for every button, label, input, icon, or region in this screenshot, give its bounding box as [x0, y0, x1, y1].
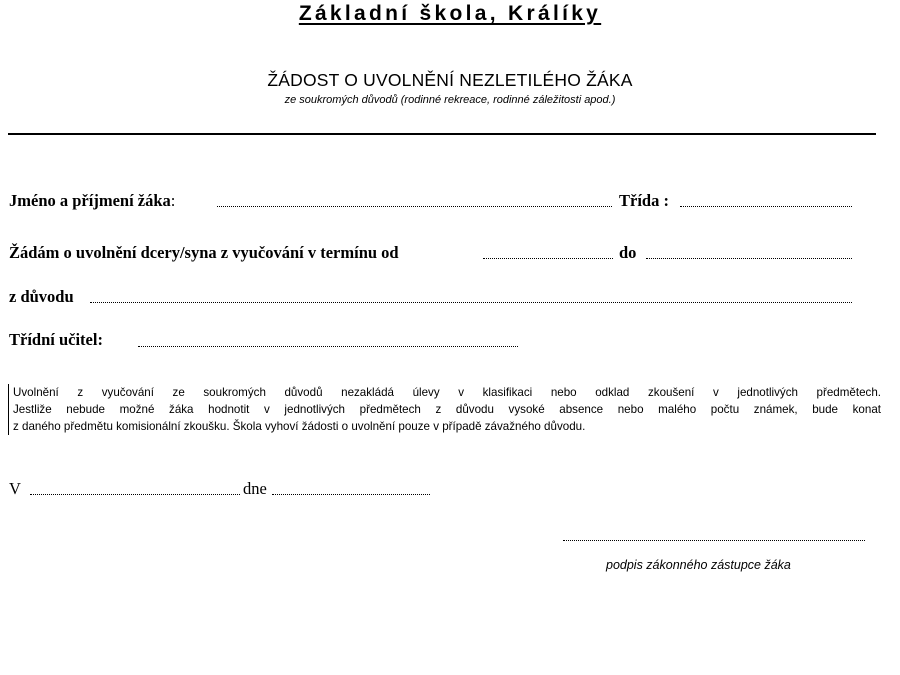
date-field[interactable] — [272, 494, 430, 495]
teacher-label: Třídní učitel: — [9, 330, 103, 349]
notice-line-1: Uvolnění z vyučování ze soukromých důvodů nezakládá úlevy v klasifikaci nebo odklad zkoušení v jednotlivých předmětech. — [13, 386, 881, 399]
student-name-colon: : — [170, 191, 176, 210]
reason-field[interactable] — [90, 302, 852, 303]
class-colon: : — [659, 191, 669, 210]
signature-line[interactable] — [563, 540, 865, 541]
form-title: ŽÁDOST O UVOLNĚNÍ NEZLETILÉHO ŽÁKA — [267, 70, 633, 90]
signature-label: podpis zákonného zástupce žáka — [606, 558, 791, 572]
date-from-field[interactable] — [483, 258, 613, 259]
date-label: dne — [243, 479, 267, 498]
date-to-label: do — [619, 243, 637, 262]
notice-line-3: z daného předmětu komisionální zkoušku. Škola vyhoví žádosti o uvolnění pouze v případě závažného důvodu. — [13, 420, 586, 433]
date-to-field[interactable] — [646, 258, 852, 259]
class-label-wrap — [619, 191, 669, 211]
notice-text — [8, 384, 881, 435]
student-name-label: Jméno a příjmení žáka — [9, 191, 171, 210]
school-name: Základní škola, Králíky — [298, 2, 602, 25]
request-label: Žádám o uvolnění dcery/syna z vyučování v termínu od — [9, 243, 399, 262]
place-label: V — [9, 479, 21, 498]
notice-line-2: Jestliže nebude možné žáka hodnotit v jednotlivých předmětech z důvodu vysoké absence nebo malého počtu známek, bude konat — [13, 403, 881, 416]
reason-label: z důvodu — [9, 287, 74, 306]
class-label: Třída — [619, 191, 660, 210]
student-name-row — [9, 191, 175, 211]
class-field[interactable] — [680, 206, 852, 207]
place-field[interactable] — [30, 494, 240, 495]
student-name-field[interactable] — [217, 206, 612, 207]
form-subtitle: ze soukromých důvodů (rodinné rekreace, rodinné záležitosti apod.) — [284, 94, 616, 106]
header-divider — [8, 133, 876, 135]
teacher-field[interactable] — [138, 346, 518, 347]
